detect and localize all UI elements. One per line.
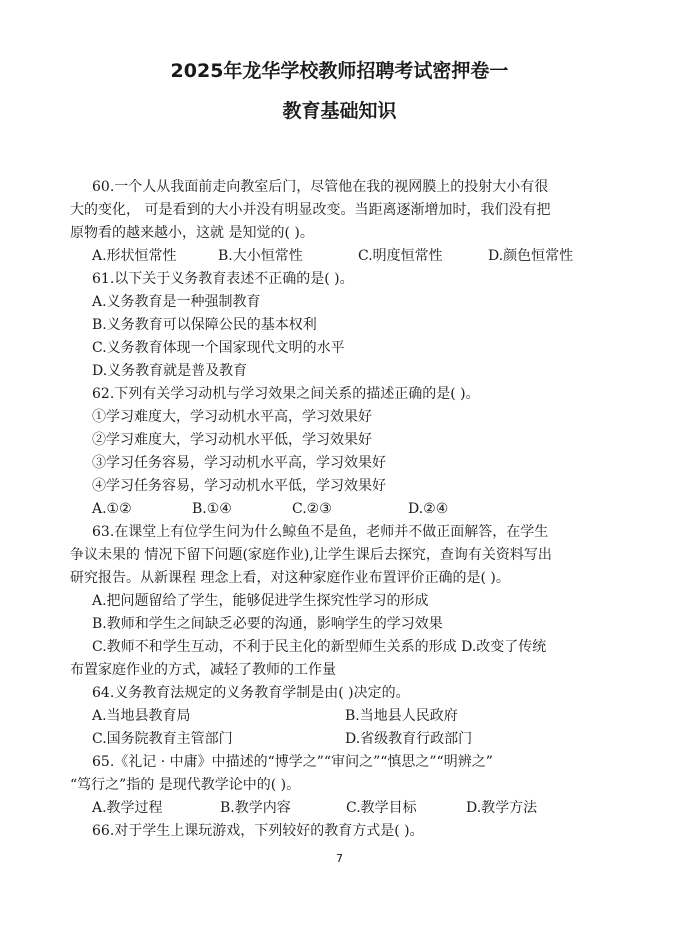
q64-option-a: A.当地县教育局 [92, 708, 191, 724]
q60-line-2: 大的变化， 可是看到的大小并没有明显改变。当距离逐渐增加时，我们没有把 [70, 202, 551, 218]
q60-line-1: 60.一个人从我面前走向教室后门，尽管他在我的视网膜上的投射大小有很 [92, 179, 549, 195]
q63-line-2: 争议未果的 情况下留下问题(家庭作业),让学生课后去探究，查询有关资料写出 [70, 547, 552, 563]
q61-option-d: D.义务教育就是普及教育 [92, 363, 248, 379]
q62-item-2: ②学习难度大，学习动机水平低，学习效果好 [92, 432, 372, 448]
q66-stem: 66.对于学生上课玩游戏，下列较好的教育方式是( )。 [92, 823, 424, 839]
q62-option-d: D.②④ [408, 501, 449, 517]
q61-option-a: A.义务教育是一种强制教育 [92, 294, 261, 310]
q60-option-b: B.大小恒常性 [218, 248, 303, 264]
q60-option-a: A.形状恒常性 [92, 248, 177, 264]
q65-option-c: C.教学目标 [346, 800, 417, 816]
q65-line-2: “笃行之”指的 是现代教学论中的( )。 [70, 777, 301, 793]
q62-item-1: ①学习难度大，学习动机水平高，学习效果好 [92, 409, 372, 425]
q62-item-4: ④学习任务容易，学习动机水平低，学习效果好 [92, 478, 386, 494]
q63-option-d-cont: 布置家庭作业的方式，减轻了教师的工作量 [70, 662, 336, 678]
q62-option-a: A.①② [92, 501, 132, 517]
q62-item-3: ③学习任务容易，学习动机水平高，学习效果好 [92, 455, 386, 471]
q61-stem: 61.以下关于义务教育表述不正确的是( )。 [92, 271, 354, 287]
q64-option-d: D.省级教育行政部门 [345, 731, 473, 747]
q63-option-a: A.把问题留给了学生，能够促进学生探究性学习的形成 [92, 593, 429, 609]
q63-option-c-d: C.教师不和学生互动，不利于民主化的新型师生关系的形成 D.改变了传统 [92, 639, 547, 655]
q64-option-b: B.当地县人民政府 [345, 708, 458, 724]
q65-option-a: A.教学过程 [92, 800, 163, 816]
q65-option-d: D.教学方法 [466, 800, 538, 816]
q63-line-1: 63.在课堂上有位学生问为什么鲸鱼不是鱼，老师并不做正面解答，在学生 [92, 524, 549, 540]
q64-option-c: C.国务院教育主管部门 [92, 731, 233, 747]
q63-option-b: B.教师和学生之间缺乏必要的沟通，影响学生的学习效果 [92, 616, 443, 632]
q64-stem: 64.义务教育法规定的义务教育学制是由( )决定的。 [92, 685, 410, 701]
q65-option-b: B.教学内容 [220, 800, 291, 816]
q60-option-c: C.明度恒常性 [358, 248, 443, 264]
page-number: 7 [336, 852, 343, 865]
q60-line-3: 原物看的越来越小，这就 是知觉的( )。 [70, 225, 314, 241]
q62-stem: 62.下列有关学习动机与学习效果之间关系的描述正确的是( )。 [92, 386, 480, 402]
q62-option-c: C.②③ [292, 501, 332, 517]
document-title: 2025年龙华学校教师招聘考试密押卷一 [170, 60, 509, 82]
q63-line-3: 研究报告。从新课程 理念上看，对这种家庭作业布置评价正确的是( )。 [70, 570, 510, 586]
q62-option-b: B.①④ [192, 501, 232, 517]
document-subtitle: 教育基础知识 [282, 100, 397, 122]
q61-option-c: C.义务教育体现一个国家现代文明的水平 [92, 340, 345, 356]
q65-line-1: 65.《礼记 · 中庸》中描述的“博学之”“审问之”“慎思之”“明辨之” [92, 754, 493, 770]
q61-option-b: B.义务教育可以保障公民的基本权利 [92, 317, 317, 333]
q60-option-d: D.颜色恒常性 [488, 248, 574, 264]
